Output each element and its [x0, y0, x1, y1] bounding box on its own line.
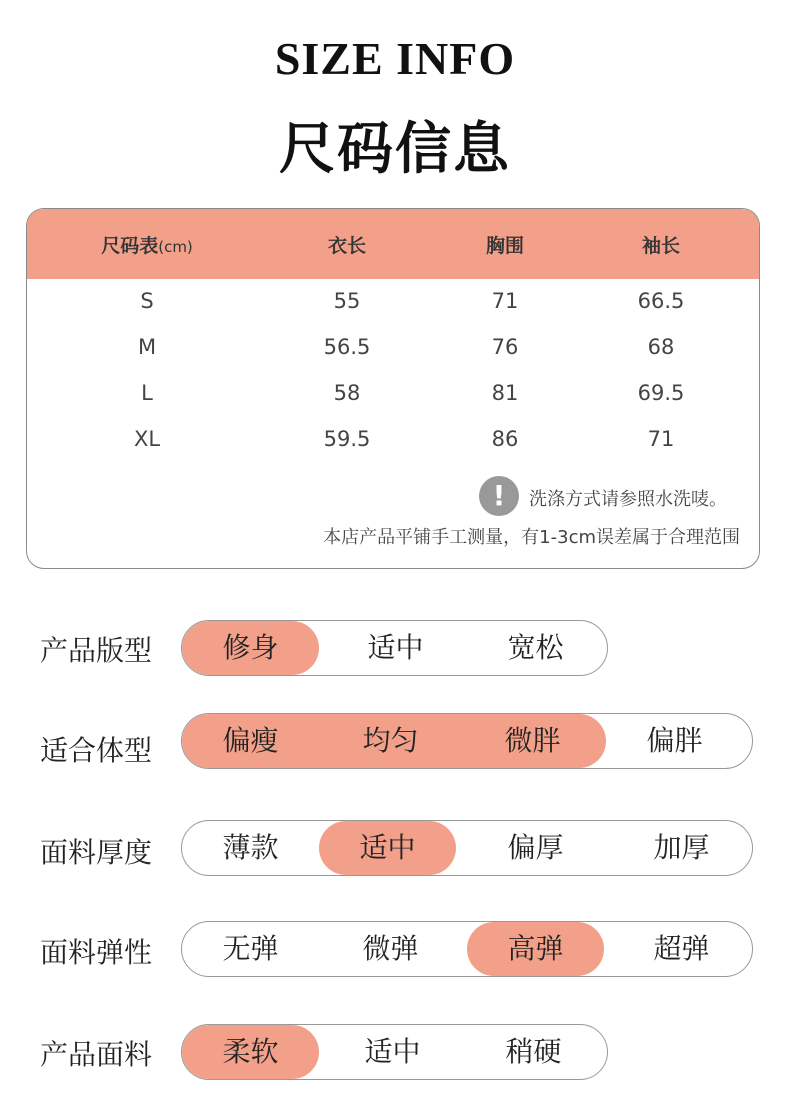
size-cell: S: [140, 289, 154, 313]
chest-cell: 81: [491, 381, 519, 405]
option-slightly-heavy[interactable]: 微胖: [504, 724, 561, 757]
option-extra-thick-fabric[interactable]: 加厚: [653, 831, 710, 864]
sleeve-cell: 66.5: [637, 289, 685, 313]
option-loose-fit[interactable]: 宽松: [507, 631, 564, 664]
option-no-stretch[interactable]: 无弹: [222, 932, 279, 965]
attr-label-elasticity: 面料弹性: [40, 936, 153, 969]
size-cell: L: [141, 381, 153, 405]
option-slight-stretch[interactable]: 微弹: [362, 932, 419, 965]
option-thick-fabric[interactable]: 偏厚: [507, 831, 564, 864]
header-sleeve: 袖长: [641, 235, 681, 257]
length-cell: 59.5: [323, 427, 371, 451]
size-chart-header: [27, 209, 759, 279]
warning-icon: !: [479, 476, 519, 516]
chest-cell: 76: [491, 335, 519, 359]
sleeve-cell: 68: [647, 335, 675, 359]
option-soft[interactable]: 柔软: [182, 1025, 319, 1079]
attr-fabric-selector: [181, 1024, 608, 1080]
length-cell: 55: [333, 289, 361, 313]
attr-fit-selector: [181, 620, 608, 676]
header-size-table-label: 尺码表: [101, 235, 159, 257]
wash-note-text: 洗涤方式请参照水洗唛。: [529, 489, 727, 510]
option-slim-fit[interactable]: 修身: [182, 621, 319, 675]
option-thin[interactable]: 偏瘦: [222, 724, 279, 757]
attr-thickness-selector: [181, 820, 753, 876]
sleeve-cell: 71: [647, 427, 675, 451]
size-cell: XL: [133, 427, 161, 451]
attr-label-fabric: 产品面料: [40, 1038, 153, 1071]
option-super-stretch[interactable]: 超弹: [653, 932, 710, 965]
chest-cell: 71: [491, 289, 519, 313]
option-heavy[interactable]: 偏胖: [646, 724, 703, 757]
page-title-en: SIZE INFO: [274, 33, 516, 84]
page-title-cn: 尺码信息: [279, 117, 511, 182]
attr-label-fit: 产品版型: [40, 634, 153, 667]
option-slightly-stiff[interactable]: 稍硬: [505, 1035, 562, 1068]
option-average[interactable]: 均匀: [362, 724, 419, 757]
attr-label-thickness: 面料厚度: [40, 836, 153, 869]
size-chart-card: [26, 208, 760, 569]
attr-label-body-type: 适合体型: [40, 734, 153, 767]
sleeve-cell: 69.5: [637, 381, 685, 405]
length-cell: 56.5: [323, 335, 371, 359]
attr-elasticity-selector: [181, 921, 753, 977]
header-size-table: [101, 231, 193, 258]
header-unit: (cm): [158, 238, 193, 256]
attr-body-type-selector: [181, 713, 753, 769]
measure-note-text: 本店产品平铺手工测量，有1-3cm误差属于合理范围: [323, 527, 740, 548]
size-cell: M: [137, 335, 157, 359]
header-length: 衣长: [327, 235, 367, 257]
option-regular-fit[interactable]: 适中: [367, 631, 424, 664]
option-medium-softness[interactable]: 适中: [364, 1035, 421, 1068]
option-medium-fabric[interactable]: 适中: [319, 821, 456, 875]
length-cell: 58: [333, 381, 361, 405]
chest-cell: 86: [491, 427, 519, 451]
option-high-stretch[interactable]: 高弹: [467, 922, 604, 976]
option-thin-fabric[interactable]: 薄款: [222, 831, 279, 864]
header-chest: 胸围: [485, 235, 525, 257]
